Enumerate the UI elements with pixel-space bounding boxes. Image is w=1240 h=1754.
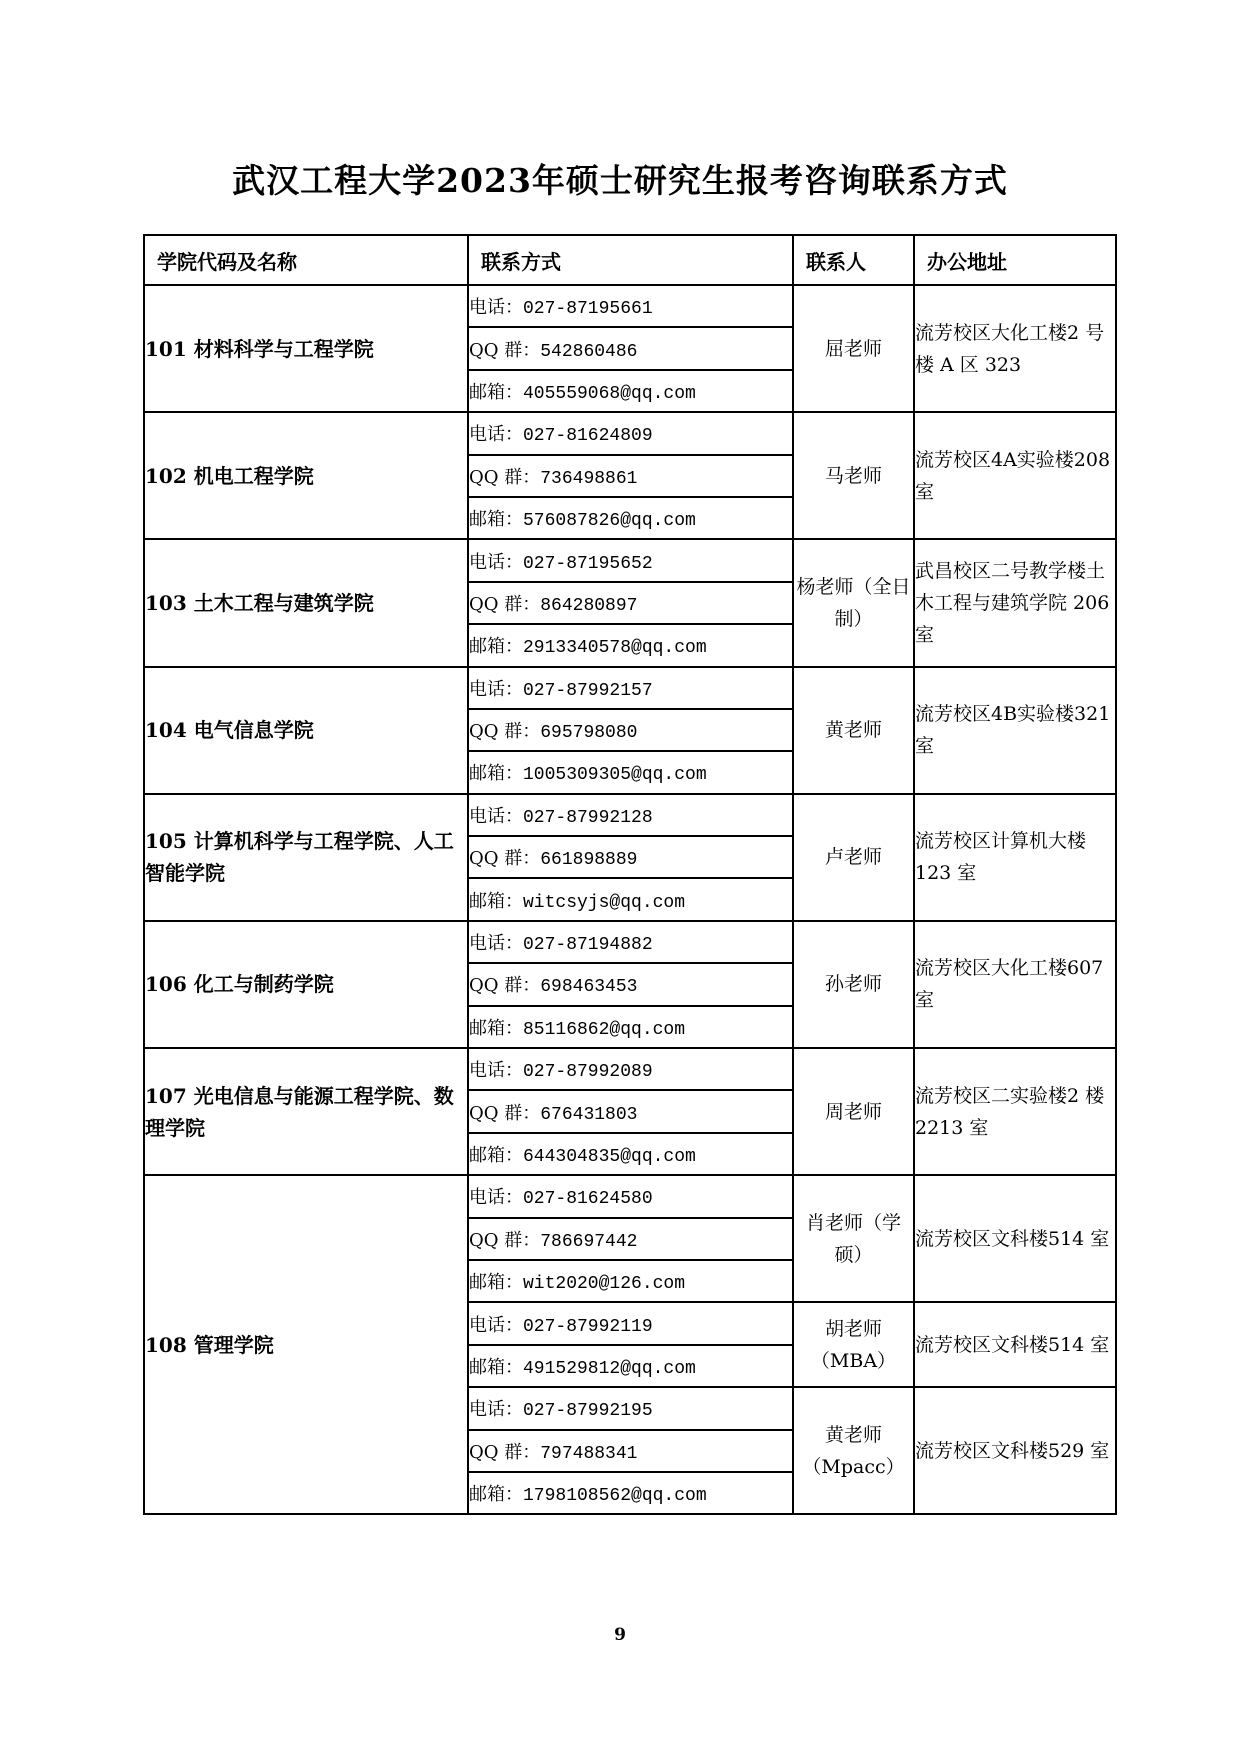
contact-value: 027-87992128 bbox=[523, 807, 653, 828]
contact-label: 电话： bbox=[469, 1060, 523, 1082]
contact-label: QQ 群： bbox=[469, 1102, 541, 1124]
contact-cell bbox=[468, 1006, 793, 1048]
contact-value: 736498861 bbox=[540, 468, 638, 489]
contact-value: 797488341 bbox=[540, 1443, 638, 1464]
contact-cell bbox=[468, 497, 793, 539]
header-person: 联系人 bbox=[793, 235, 914, 285]
contact-person: 卢老师 bbox=[793, 794, 914, 921]
contact-label: 电话： bbox=[469, 297, 523, 319]
table-row bbox=[144, 794, 1116, 836]
college-name: 107 光电信息与能源工程学院、数理学院 bbox=[144, 1048, 468, 1175]
contact-value: 661898889 bbox=[540, 850, 638, 871]
contact-person: 杨老师（全日制） bbox=[793, 539, 914, 666]
contact-value: 027-87195652 bbox=[523, 553, 653, 574]
contact-label: 邮箱： bbox=[469, 381, 523, 403]
contact-cell bbox=[468, 1302, 793, 1344]
contact-label: 邮箱： bbox=[469, 1356, 523, 1378]
contact-label: 电话： bbox=[469, 1314, 523, 1336]
contact-value: 027-87992089 bbox=[523, 1062, 653, 1083]
contact-label: 电话： bbox=[469, 678, 523, 700]
contact-value: 027-87992119 bbox=[523, 1316, 653, 1337]
contact-value: 027-87992157 bbox=[523, 680, 653, 701]
contact-label: 邮箱： bbox=[469, 1145, 523, 1166]
contact-cell bbox=[468, 327, 793, 369]
contact-cell bbox=[468, 1472, 793, 1514]
contact-cell bbox=[468, 285, 793, 327]
contact-cell bbox=[468, 1175, 793, 1217]
contact-value: 542860486 bbox=[540, 341, 638, 362]
contact-label: QQ 群： bbox=[469, 721, 541, 743]
table-row bbox=[144, 667, 1116, 709]
contact-cell bbox=[468, 1133, 793, 1175]
college-name: 102 机电工程学院 bbox=[144, 412, 468, 539]
table-body bbox=[144, 285, 1116, 1514]
contact-value: 695798080 bbox=[540, 723, 638, 744]
contact-label: QQ 群： bbox=[469, 593, 541, 615]
header-college: 学院代码及名称 bbox=[144, 235, 468, 285]
contact-cell bbox=[468, 1387, 793, 1429]
contact-label: 邮箱： bbox=[469, 763, 523, 785]
office-address: 流芳校区4A实验楼208 室 bbox=[914, 412, 1116, 539]
contact-label: 电话： bbox=[469, 424, 523, 446]
contact-label: QQ 群： bbox=[469, 339, 541, 361]
contact-cell bbox=[468, 539, 793, 581]
table-row bbox=[144, 1175, 1116, 1217]
contact-value: 405559068@qq.com bbox=[523, 383, 696, 404]
table-header-row bbox=[144, 235, 1116, 285]
office-address: 流芳校区文科楼529 室 bbox=[914, 1387, 1116, 1514]
contact-value: 027-87195661 bbox=[523, 299, 653, 320]
contact-label: 邮箱： bbox=[469, 1272, 523, 1294]
contact-label: QQ 群： bbox=[469, 848, 541, 870]
contact-cell bbox=[468, 455, 793, 497]
contact-value: 676431803 bbox=[540, 1104, 638, 1125]
college-name: 106 化工与制药学院 bbox=[144, 921, 468, 1048]
office-address: 流芳校区大化工楼607 室 bbox=[914, 921, 1116, 1048]
contact-value: witcsyjs@qq.com bbox=[523, 892, 686, 913]
contact-label: QQ 群： bbox=[469, 975, 541, 997]
contact-label: 邮箱： bbox=[469, 890, 523, 912]
contact-value: 85116862@qq.com bbox=[523, 1019, 686, 1040]
contact-cell bbox=[468, 1345, 793, 1387]
contact-value: 1798108562@qq.com bbox=[523, 1486, 707, 1507]
table-row bbox=[144, 539, 1116, 581]
table-row bbox=[144, 921, 1116, 963]
contact-value: 027-81624580 bbox=[523, 1189, 653, 1210]
contact-person: 黄老师 bbox=[793, 667, 914, 794]
table-row bbox=[144, 285, 1116, 327]
contact-cell bbox=[468, 667, 793, 709]
contact-label: 电话： bbox=[469, 805, 523, 827]
contact-label: 邮箱： bbox=[469, 1484, 523, 1506]
contact-cell bbox=[468, 963, 793, 1005]
contact-value: 786697442 bbox=[540, 1231, 638, 1252]
contact-person: 肖老师（学硕） bbox=[793, 1175, 914, 1302]
contact-cell bbox=[468, 1218, 793, 1260]
contact-cell bbox=[468, 582, 793, 624]
contact-cell bbox=[468, 751, 793, 793]
contact-value: 2913340578@qq.com bbox=[523, 638, 707, 659]
header-address: 办公地址 bbox=[914, 235, 1116, 285]
contact-cell bbox=[468, 1260, 793, 1302]
contact-cell bbox=[468, 412, 793, 454]
contact-person: 屈老师 bbox=[793, 285, 914, 412]
college-name: 103 土木工程与建筑学院 bbox=[144, 539, 468, 666]
contact-cell bbox=[468, 794, 793, 836]
contact-person: 马老师 bbox=[793, 412, 914, 539]
contact-label: 电话： bbox=[469, 1187, 523, 1209]
contact-value: wit2020@126.com bbox=[523, 1274, 686, 1295]
contact-cell bbox=[468, 878, 793, 920]
contact-person: 黄老师（Mpacc） bbox=[793, 1387, 914, 1514]
college-name: 105 计算机科学与工程学院、人工智能学院 bbox=[144, 794, 468, 921]
contact-cell bbox=[468, 1048, 793, 1090]
contact-label: 电话： bbox=[469, 933, 523, 955]
contact-label: 邮箱： bbox=[469, 1017, 523, 1039]
contact-value: 027-87992195 bbox=[523, 1401, 653, 1422]
contact-label: 电话： bbox=[469, 1399, 523, 1421]
contact-value: 491529812@qq.com bbox=[523, 1358, 696, 1379]
college-name: 108 管理学院 bbox=[144, 1175, 468, 1514]
contact-value: 1005309305@qq.com bbox=[523, 765, 707, 786]
contact-label: QQ 群： bbox=[469, 1441, 541, 1463]
contact-cell bbox=[468, 624, 793, 666]
contact-cell bbox=[468, 1090, 793, 1132]
contact-label: QQ 群： bbox=[469, 466, 541, 488]
contact-label: 邮箱： bbox=[469, 509, 523, 531]
contact-value: 644304835@qq.com bbox=[523, 1147, 696, 1167]
contact-cell bbox=[468, 709, 793, 751]
office-address: 流芳校区大化工楼2 号楼 A 区 323 bbox=[914, 285, 1116, 412]
contact-person: 周老师 bbox=[793, 1048, 914, 1175]
college-name: 101 材料科学与工程学院 bbox=[144, 285, 468, 412]
contact-cell bbox=[468, 1430, 793, 1472]
contact-label: 电话： bbox=[469, 551, 523, 573]
office-address: 流芳校区文科楼514 室 bbox=[914, 1175, 1116, 1302]
office-address: 流芳校区计算机大楼 123 室 bbox=[914, 794, 1116, 921]
contact-label: 邮箱： bbox=[469, 636, 523, 658]
contact-label: QQ 群： bbox=[469, 1229, 541, 1251]
contact-value: 864280897 bbox=[540, 595, 638, 616]
contact-cell bbox=[468, 370, 793, 412]
table-row bbox=[144, 1048, 1116, 1090]
table-row bbox=[144, 412, 1116, 454]
contact-value: 027-87194882 bbox=[523, 935, 653, 956]
contact-value: 698463453 bbox=[540, 977, 638, 998]
contact-cell bbox=[468, 921, 793, 963]
office-address: 流芳校区二实验楼2 楼 2213 室 bbox=[914, 1048, 1116, 1175]
contact-cell bbox=[468, 836, 793, 878]
contact-value: 576087826@qq.com bbox=[523, 511, 696, 532]
page-number: 9 bbox=[614, 1625, 626, 1645]
document-title: 武汉工程大学2023年硕士研究生报考咨询联系方式 bbox=[232, 161, 1008, 200]
college-name: 104 电气信息学院 bbox=[144, 667, 468, 794]
office-address: 流芳校区文科楼514 室 bbox=[914, 1302, 1116, 1387]
contact-table bbox=[143, 234, 1117, 1515]
contact-person: 孙老师 bbox=[793, 921, 914, 1048]
office-address: 武昌校区二号教学楼土木工程与建筑学院 206 室 bbox=[914, 539, 1116, 666]
header-contact: 联系方式 bbox=[468, 235, 793, 285]
contact-value: 027-81624809 bbox=[523, 426, 653, 447]
office-address: 流芳校区4B实验楼321 室 bbox=[914, 667, 1116, 794]
contact-person: 胡老师（MBA） bbox=[793, 1302, 914, 1387]
